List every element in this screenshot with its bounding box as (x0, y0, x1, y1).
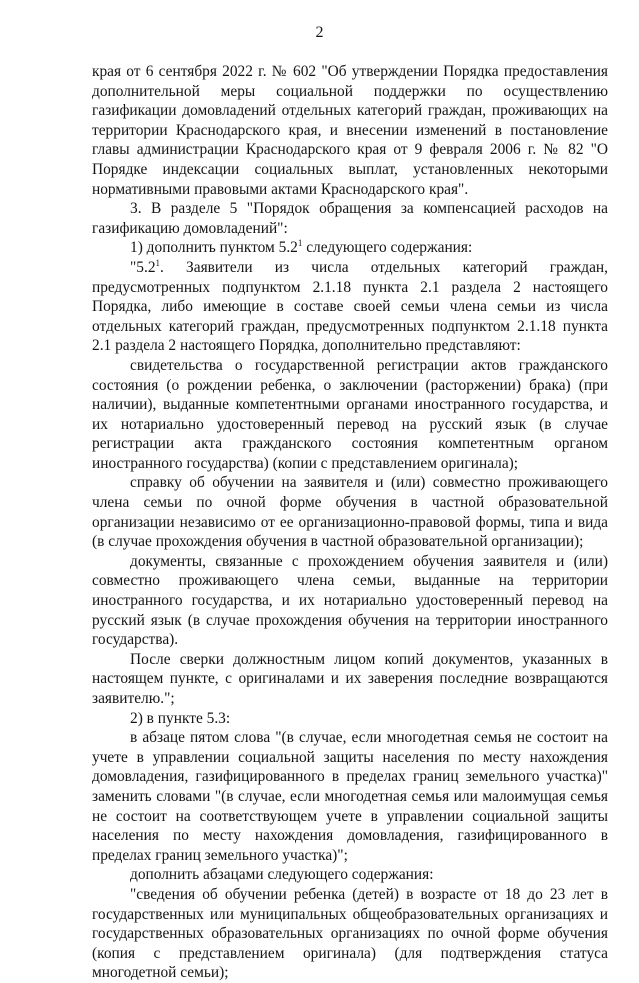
paragraph-civil-status-certificates: свидетельства о государственной регистрации актов гражданского состояния (о рождении ребенка, о заключении (расторжении) брака) (при наличии), выданные компетентными органами иностранного государства, и их нотариально удостоверенный перевод на русский язык (в случае регистрации акта гражданского состояния компетентным органом иностранного государства) (копии с представлением оригинала); (92, 356, 608, 472)
paragraph-item-2: 2) в пункте 5.3: (130, 709, 231, 727)
page-number: 2 (315, 24, 324, 41)
paragraph-replace-words: в абзаце пятом слова "(в случае, если многодетная семья не состоит на учете в управлении социальной защиты населения по месту нахождения домовладения, газифицированного в пределах границ земельного участка)" заменить словами "(в случае, если многодетная семья или малоимущая семья не состоит на соответствующем учете в управлении социальной защиты населения по месту нахождения домовладения, газифицированного в пределах границ земельного участка)"; (92, 729, 608, 864)
paragraph-foreign-education-documents: документы, связанные с прохождением обучения заявителя и (или) совместно проживающего члена семьи, выданные на территории иностранного государства, и их нотариально удостоверенный перевод на русский язык (в случае прохождения обучения на территории иностранного государства). (92, 552, 608, 649)
paragraph-item-1: 1) дополнить пунктом $5.2^1$ следующего содержания: (130, 238, 473, 257)
paragraph-section-5: 3. В разделе 5 "Порядок обращения за компенсацией расходов на газификацию домовладений": (92, 200, 608, 237)
paragraph-point-5-2-1: "$5.2^1$. Заявители из числа отдельных категорий граждан, предусмотренных подпунктом 2.1.18 пункта 2.1 раздела 2 настоящего Порядка, либо имеющие в составе своей семьи члена семьи из числа отдельных категорий граждан, предусмотренных подпунктом 2.1.18 пункта 2.1 раздела 2 настоящего Порядка, дополнительно представляют: (92, 257, 608, 355)
superscript: 1 (297, 238, 303, 249)
superscript: 1 (155, 257, 161, 268)
paragraph-add-paragraphs: дополнить абзацами следующего содержания: (130, 866, 434, 884)
document-body (92, 62, 608, 983)
paragraph-decree-reference: края от 6 сентября 2022 г. № 602 "Об утверждении Порядка предоставления дополнительной меры социальной поддержки по осуществлению газификации домовладений отдельных категорий граждан, проживающих на территории Краснодарского края, и внесении изменений в постановление главы администрации Краснодарского края от 9 февраля 2006 г. № 82 "О Порядке индексации социальных выплат, установленных некоторыми нормативными правовыми актами Краснодарского края". (92, 63, 608, 198)
paragraph-document-return: После сверки должностным лицом копий документов, указанных в настоящем пункте, с оригиналами и их заверения последние возвращаются заявителю."; (92, 650, 608, 707)
paragraph-child-education-info: "сведения об обучении ребенка (детей) в возрасте от 18 до 23 лет в государственных или муниципальных общеобразовательных организациях и государственных образовательных организациях по очной форме обучения (копия с представлением оригинала) (для подтверждения статуса многодетной семьи); (92, 885, 608, 982)
paragraph-education-certificate: справку об обучении на заявителя и (или) совместно проживающего члена семьи по очной форме обучения в частной образовательной организации независимо от ее организационно-правовой формы, типа и вида (в случае прохождения обучения в частной образовательной организации); (92, 474, 608, 551)
